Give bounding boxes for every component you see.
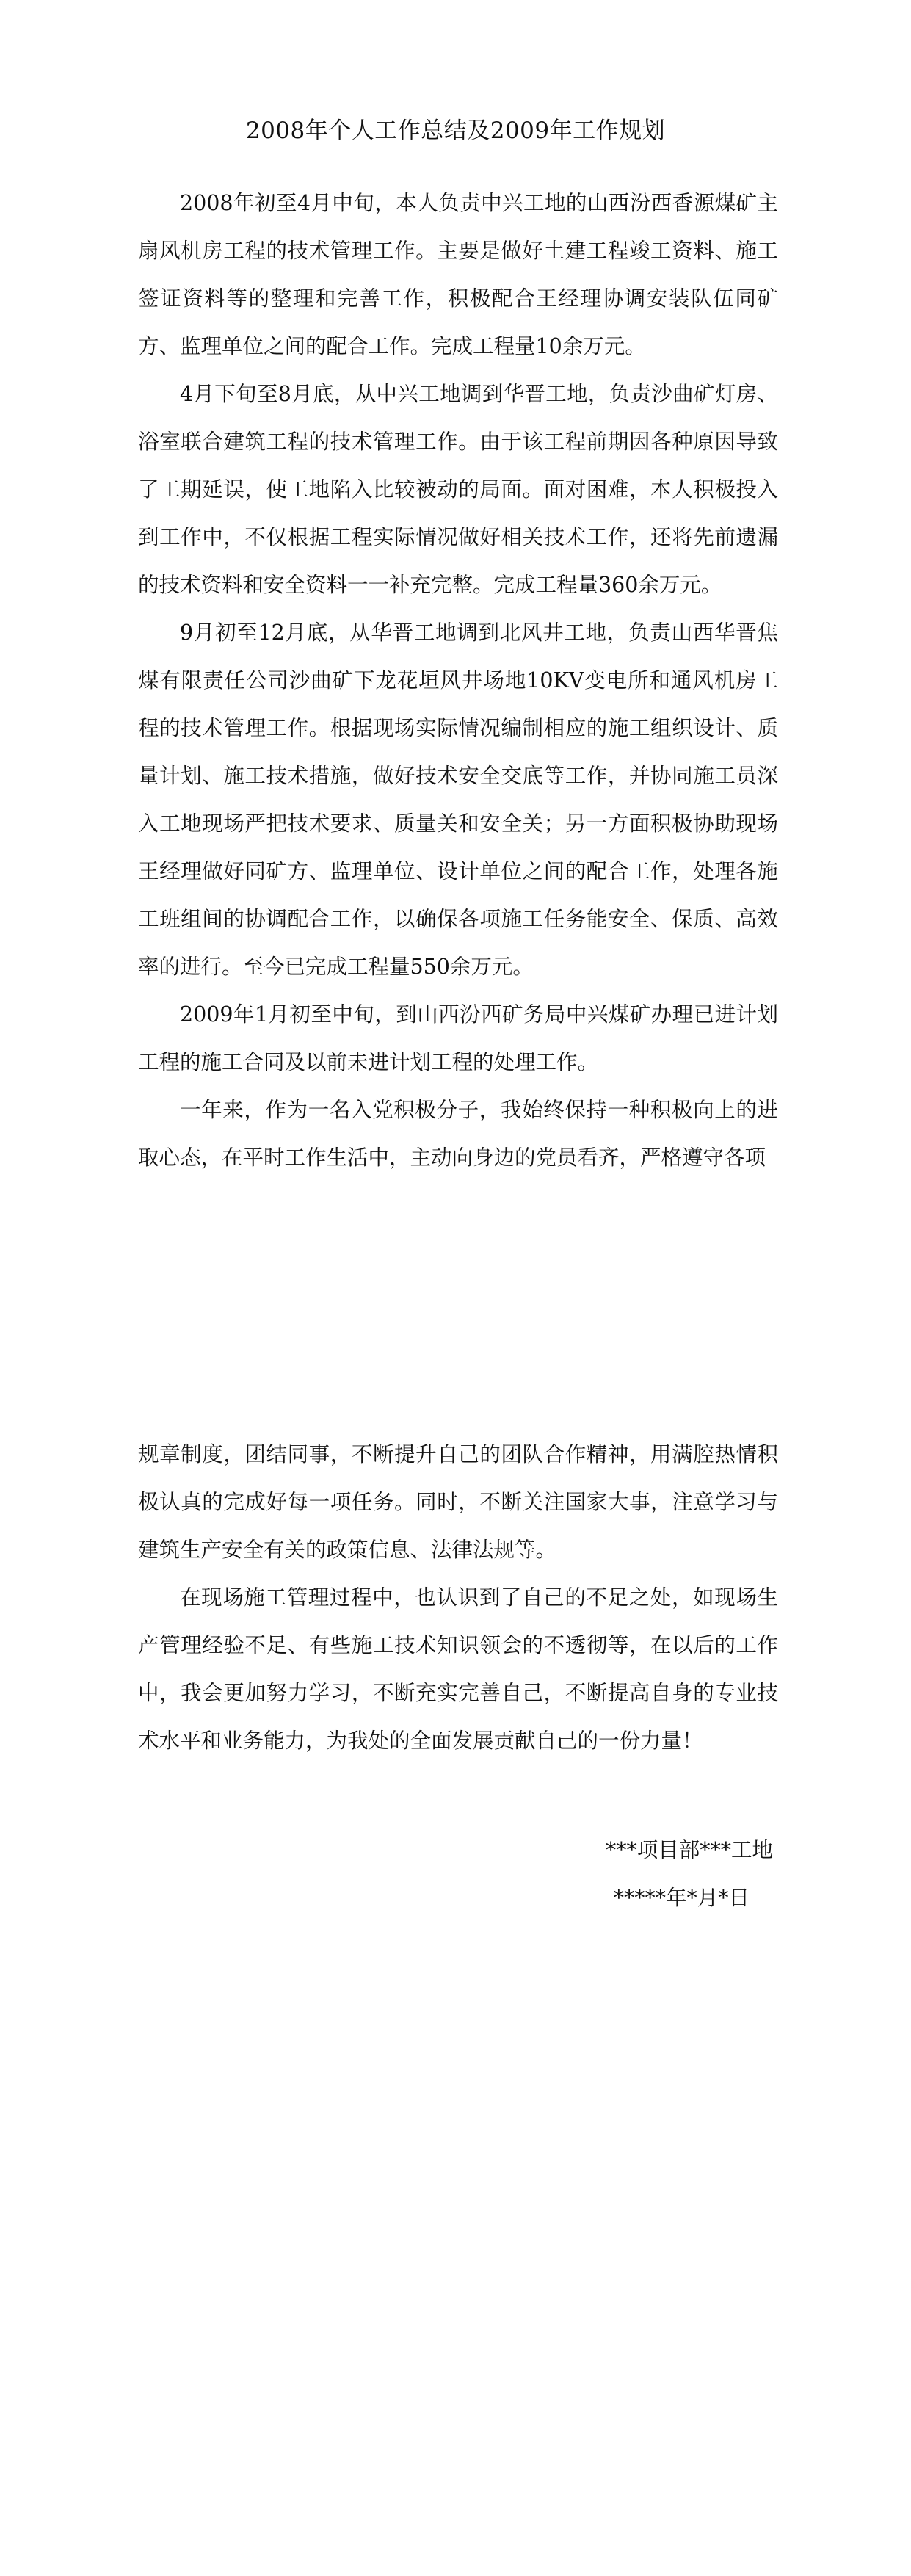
body-block-2 <box>138 1430 778 1765</box>
body-block-1 <box>138 179 778 1182</box>
paragraph-continued: 规章制度，团结同事，不断提升自己的团队合作精神，用满腔热情积极认真的完成好每一项任务。同时，不断关注国家大事，注意学习与建筑生产安全有关的政策信息、法律法规等。 <box>138 1442 778 1562</box>
signature-date: *****年*月*日 <box>613 1886 750 1910</box>
document-title: 2008年个人工作总结及2009年工作规划 <box>245 117 666 144</box>
paragraph: 2008年初至4月中旬，本人负责中兴工地的山西汾西香源煤矿主扇风机房工程的技术管理工作。主要是做好土建工程竣工资料、施工签证资料等的整理和完善工作，积极配合王经理协调安装队伍同矿方、监理单位之间的配合工作。完成工程量10余万元。 <box>138 191 778 358</box>
paragraph: 9月初至12月底，从华晋工地调到北风井工地，负责山西华晋焦煤有限责任公司沙曲矿下龙花垣风井场地10KV变电所和通风机房工程的技术管理工作。根据现场实际情况编制相应的施工组织设计、质量计划、施工技术措施，做好技术安全交底等工作，并协同施工员深入工地现场严把技术要求、质量关和安全关；另一方面积极协助现场王经理做好同矿方、监理单位、设计单位之间的配合工作，处理各施工班组间的协调配合工作，以确保各项施工任务能安全、保质、高效率的进行。至今已完成工程量550余万元。 <box>138 621 778 979</box>
paragraph: 2009年1月初至中旬，到山西汾西矿务局中兴煤矿办理已进计划工程的施工合同及以前未进计划工程的处理工作。 <box>138 1002 778 1074</box>
paragraph: 4月下旬至8月底，从中兴工地调到华晋工地，负责沙曲矿灯房、浴室联合建筑工程的技术管理工作。由于该工程前期因各种原因导致了工期延误，使工地陷入比较被动的局面。面对困难，本人积极投入到工作中，不仅根据工程实际情况做好相关技术工作，还将先前遗漏的技术资料和安全资料一一补充完整。完成工程量360余万元。 <box>138 382 778 597</box>
paragraph: 在现场施工管理过程中，也认识到了自己的不足之处，如现场生产管理经验不足、有些施工技术知识领会的不透彻等，在以后的工作中，我会更加努力学习，不断充实完善自己，不断提高自身的专业技术水平和业务能力，为我处的全面发展贡献自己的一份力量！ <box>138 1585 778 1753</box>
signature-department: ***项目部***工地 <box>605 1838 773 1862</box>
paragraph: 一年来，作为一名入党积极分子，我始终保持一种积极向上的进取心态，在平时工作生活中，主动向身边的党员看齐，严格遵守各项 <box>138 1098 778 1170</box>
